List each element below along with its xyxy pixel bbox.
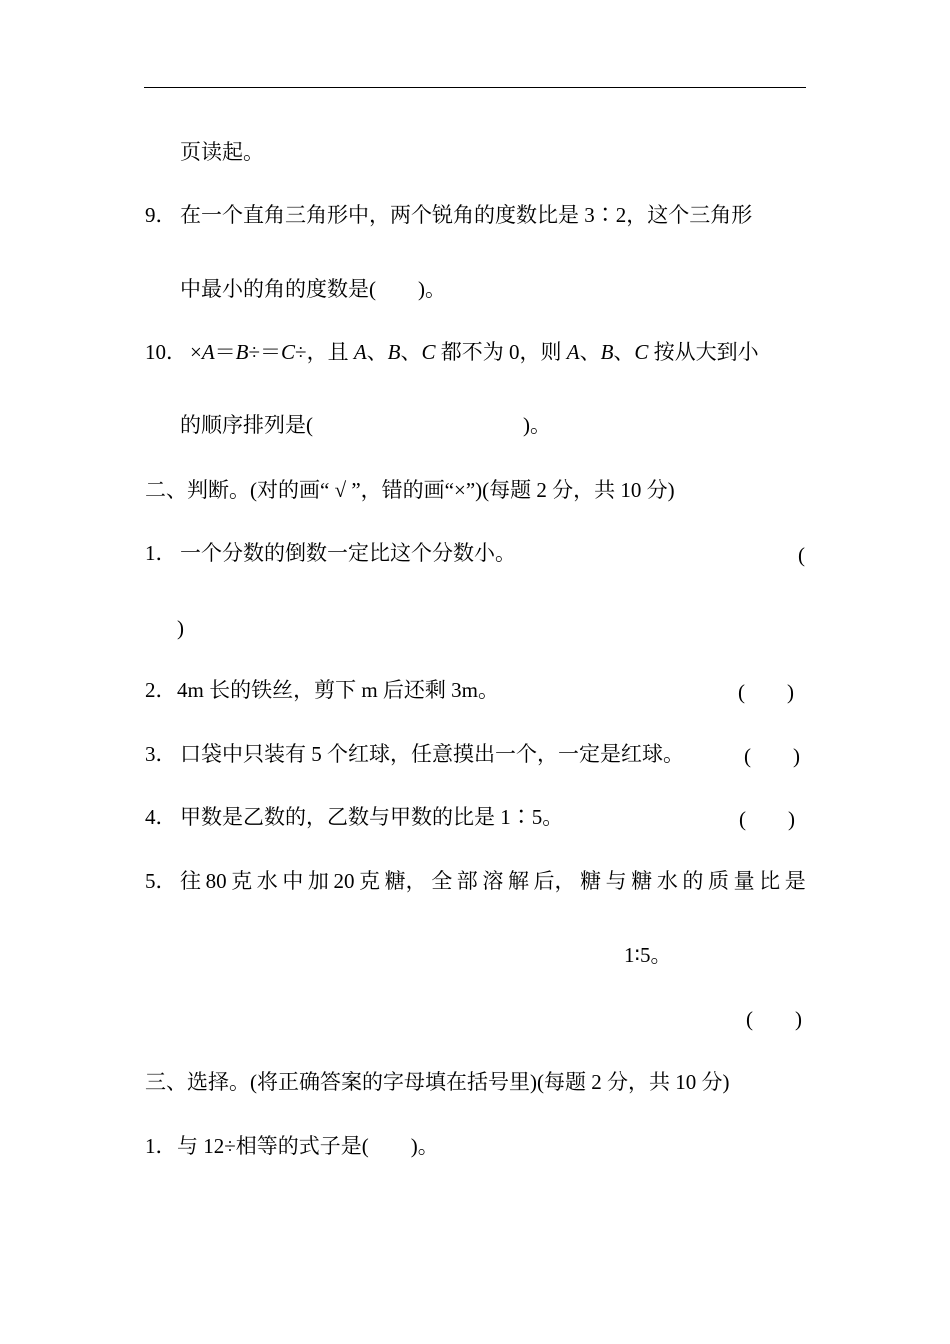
q10-seg: × bbox=[190, 340, 202, 364]
s2-item3-text: 口袋中只装有 5 个红球，任意摸出一个，一定是红球。 bbox=[180, 742, 684, 766]
q10-seg: ÷＝ bbox=[248, 340, 282, 364]
q9-number: 9． bbox=[145, 203, 177, 227]
q10-line1 bbox=[190, 338, 759, 366]
section3-heading: 三、选择。(将正确答案的字母填在括号里)(每题 2 分，共 10 分) bbox=[145, 1070, 730, 1094]
s2-item5-word: 水 bbox=[656, 869, 678, 893]
s2-item5-word: 糖 bbox=[580, 869, 602, 893]
s2-item5-word: 水 bbox=[256, 869, 278, 893]
s2-item5-word: 的 bbox=[682, 869, 704, 893]
s2-item5-word: 中 bbox=[282, 869, 304, 893]
s2-item5-word: 克 bbox=[359, 869, 381, 893]
q10-number: 10． bbox=[145, 340, 187, 364]
s2-item5-word: 糖， bbox=[384, 869, 427, 893]
q10-seg: 按从大到小 bbox=[648, 340, 759, 364]
s2-item5-bracket: ( ) bbox=[746, 1007, 802, 1031]
section2-heading: 二、判断。(对的画“ √ ”，错的画“×”)(每题 2 分，共 10 分) bbox=[145, 478, 675, 502]
q10-line2: 的顺序排列是( )。 bbox=[180, 413, 551, 437]
s2-item5-word: 溶 bbox=[482, 869, 504, 893]
var-c: C bbox=[421, 340, 436, 364]
q10-seg: ＝ bbox=[214, 340, 236, 364]
s2-item3-bracket: ( ) bbox=[744, 744, 800, 768]
q10-seg: 、 bbox=[613, 340, 635, 364]
s2-item1-text: 一个分数的倒数一定比这个分数小。 bbox=[180, 541, 516, 565]
s2-item1-open-bracket: ( bbox=[798, 543, 805, 567]
s2-item5-word: 量 bbox=[733, 869, 755, 893]
s2-item5-word: 后， bbox=[533, 869, 576, 893]
s2-item5-text bbox=[180, 867, 806, 895]
header-rule bbox=[144, 87, 806, 88]
s2-item4-number: 4． bbox=[145, 805, 177, 829]
var-c: C bbox=[634, 340, 649, 364]
s2-item5-number: 5． bbox=[145, 869, 177, 893]
q10-seg: 都不为 0，则 bbox=[435, 340, 567, 364]
var-a: A bbox=[353, 340, 367, 364]
s3-item1-text: 与 12÷相等的式子是( )。 bbox=[177, 1134, 439, 1158]
q10-seg: 、 bbox=[366, 340, 388, 364]
s2-item2-text: 4m 长的铁丝，剪下 m 后还剩 3m。 bbox=[177, 678, 500, 702]
var-a: A bbox=[566, 340, 580, 364]
var-b: B bbox=[387, 340, 401, 364]
s2-item5-word: 质 bbox=[707, 869, 729, 893]
var-b: B bbox=[600, 340, 614, 364]
s2-item1-number: 1． bbox=[145, 541, 177, 565]
s2-item5-word: 部 bbox=[456, 869, 478, 893]
q10-seg: ÷，且 bbox=[295, 340, 354, 364]
s2-item5-word: 80 bbox=[205, 869, 227, 893]
var-b: B bbox=[235, 340, 249, 364]
s2-item5-word: 20 bbox=[333, 869, 355, 893]
s2-item4-text: 甲数是乙数的，乙数与甲数的比是 1∶5。 bbox=[180, 805, 564, 829]
s2-item5-word: 比 bbox=[759, 869, 781, 893]
s2-item5-word: 克 bbox=[231, 869, 253, 893]
s2-item4-bracket: ( ) bbox=[739, 807, 795, 831]
s2-item2-bracket: ( ) bbox=[738, 680, 794, 704]
s2-item5-word: 与 bbox=[605, 869, 627, 893]
q10-seg: 、 bbox=[400, 340, 422, 364]
s2-item5-word: 糖 bbox=[631, 869, 653, 893]
s2-item5-word: 是 bbox=[784, 869, 806, 893]
var-c: C bbox=[281, 340, 296, 364]
s2-item3-number: 3． bbox=[145, 742, 177, 766]
q9-line2: 中最小的角的度数是( )。 bbox=[180, 277, 446, 301]
continuation-text: 页读起。 bbox=[180, 140, 264, 164]
s2-item5-word: 加 bbox=[307, 869, 329, 893]
s2-item2-number: 2． bbox=[145, 678, 177, 702]
s2-item5-tail: 1∶5。 bbox=[624, 943, 672, 967]
s2-item5-word: 往 bbox=[180, 869, 201, 893]
var-a: A bbox=[201, 340, 215, 364]
s3-item1-number: 1． bbox=[145, 1134, 177, 1158]
s2-item5-word: 解 bbox=[507, 869, 529, 893]
s2-item5-word: 全 bbox=[431, 869, 453, 893]
s2-item1-close-bracket: ) bbox=[177, 616, 184, 640]
q10-seg: 、 bbox=[579, 340, 601, 364]
q9-line1: 在一个直角三角形中，两个锐角的度数比是 3∶2，这个三角形 bbox=[180, 203, 753, 227]
